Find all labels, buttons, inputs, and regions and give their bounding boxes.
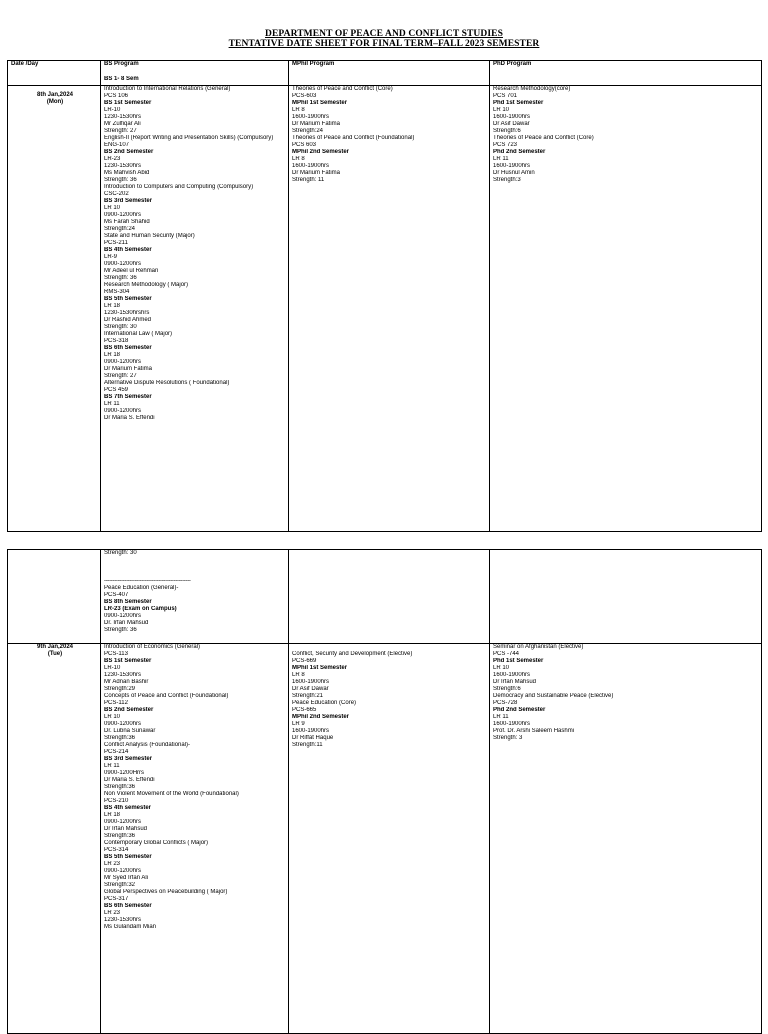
course-code: ENG-107 — [104, 142, 130, 148]
exam-entry — [493, 135, 760, 184]
exam-time: 0900-1200hrs — [104, 721, 142, 727]
mphil-cell-day1 — [289, 86, 490, 532]
room-number: LR 10 — [493, 107, 510, 113]
semester-label: BS 1st Semester — [104, 100, 152, 106]
semester-label: BS 6th Semester — [104, 903, 152, 909]
class-strength: Strength:21 — [292, 693, 324, 699]
teacher-name: Dr. Irfan Mahsud — [104, 620, 149, 626]
class-strength: Strength: 36 — [104, 627, 137, 633]
exam-entry — [104, 693, 287, 742]
exam-time: 1600-1900hrs — [292, 114, 330, 120]
exam-time: 0900-1200hrs — [104, 212, 142, 218]
exam-time: 1230-1530hrs — [104, 114, 142, 120]
exam-time: 1600-1900hrs — [493, 721, 531, 727]
course-name: Concepts of Peace and Conflict (Foundational) — [104, 693, 229, 699]
exam-entry — [104, 889, 287, 931]
exam-entry — [292, 651, 488, 700]
exam-time: 0900-1200hrs — [104, 613, 142, 619]
room-number: LR 8 — [292, 672, 305, 678]
course-code: PCS-665 — [292, 707, 317, 713]
teacher-name: Ms Gulandam Mian — [104, 924, 157, 930]
exam-entry — [104, 184, 287, 233]
exam-entry — [104, 742, 287, 791]
teacher-name: Mr Adeel ul Rehman — [104, 268, 159, 274]
bs-cell-continued — [101, 550, 289, 644]
course-name: Peace Education (General)- — [104, 585, 179, 591]
semester-label: Phd 1st Semester — [493, 658, 544, 664]
date-cell-day2 — [8, 644, 101, 1034]
semester-label: BS 5th Semester — [104, 296, 152, 302]
room-number: LR 18 — [104, 352, 121, 358]
col-header-phd: PhD Program — [490, 61, 762, 86]
course-code: PCS 106 — [104, 93, 129, 99]
exam-entry — [104, 233, 287, 282]
exam-time: 1600-1900hrs — [292, 728, 330, 734]
exam-entry — [292, 700, 488, 749]
datesheet-title: TENTATIVE DATE SHEET FOR FINAL TERM–FALL 2023 SEMESTER — [228, 39, 540, 49]
date-day1: 8th Jan,2024 — [36, 92, 74, 98]
exam-entry — [104, 380, 287, 422]
room-number: LR 9 — [292, 721, 305, 727]
course-name: Introduction of Economics (General) — [104, 644, 201, 650]
exam-time: 0900-1200hrs — [104, 261, 142, 267]
weekday-day2: (Tue) — [47, 651, 63, 657]
course-code: PCS-728 — [493, 700, 518, 706]
mphil-cell-day2 — [289, 644, 490, 1034]
room-number: LR 10 — [104, 205, 121, 211]
course-name: Introduction to Computers and Computing (Compulsory) — [104, 184, 254, 190]
weekday-day1: (Mon) — [46, 99, 64, 105]
course-name: Conflict, Security and Development (Elective) — [292, 651, 413, 657]
department-title: DEPARTMENT OF PEACE AND CONFLICT STUDIES — [265, 29, 503, 39]
room-number: LR 10 — [493, 665, 510, 671]
course-name: Research Methodology ( Major) — [104, 282, 189, 288]
teacher-name: Dr Husnul Amin — [493, 170, 535, 176]
exam-entry — [104, 282, 287, 331]
class-strength: Strength:6 — [493, 686, 521, 692]
teacher-name: Dr Marium Fatima — [292, 170, 341, 176]
semester-label: BS 3rd Semester — [104, 756, 153, 762]
col-header-date: Date /Day — [8, 61, 101, 86]
exam-entry — [493, 86, 760, 135]
class-strength: Strength: 36 — [104, 177, 137, 183]
course-code: PCS-112 — [104, 700, 128, 706]
course-code: PCS-317 — [104, 896, 129, 902]
exam-entry — [292, 86, 488, 135]
course-name: Theories of Peace and Conflict (Core) — [292, 86, 393, 92]
teacher-name: Dr Maria S. Effendi — [104, 415, 155, 421]
teacher-name: Mr Syed Irfan Ali — [104, 875, 149, 881]
semester-label: BS 8th Semester — [104, 599, 152, 605]
bs-heading: BS 1- 8 Sem — [104, 76, 139, 82]
bs-cell-day2 — [101, 644, 289, 1034]
course-code: PCS-318 — [104, 338, 129, 344]
exam-entry — [104, 331, 287, 380]
course-code: PCS-211 — [104, 240, 128, 246]
exam-entry — [493, 693, 760, 742]
semester-label: MPhil 2nd Semester — [292, 149, 350, 155]
exam-entry — [493, 644, 760, 693]
room-number: LR-9 — [104, 254, 118, 260]
phd-cell-day1 — [490, 86, 762, 532]
semester-label: Phd 2nd Semester — [493, 149, 546, 155]
class-strength: Strength:29 — [104, 686, 136, 692]
teacher-name: Dr Asif Dawar — [493, 121, 530, 127]
semester-label: MPhil 2nd Semester — [292, 714, 350, 720]
semester-label: BS 2nd Semester — [104, 707, 154, 713]
class-strength: Strength:36 — [104, 784, 136, 790]
teacher-name: Dr Rashid Ahmed — [104, 317, 152, 323]
class-strength: Strength:32 — [104, 882, 136, 888]
class-strength: Strength:11 — [292, 742, 323, 748]
room-number: LR-23 (Exam on Campus) — [104, 606, 177, 612]
exam-time: 1600-1900hrs — [292, 679, 330, 685]
teacher-name: Dr Irfan Mahsud — [104, 826, 148, 832]
semester-label: MPhil 1st Semester — [292, 100, 348, 106]
date-cell-day1 — [8, 86, 101, 532]
exam-entry — [104, 791, 287, 840]
room-number: LR-10 — [104, 107, 121, 113]
exam-time: 0900-1200Hrrs — [104, 770, 145, 776]
course-code: PCS-407 — [104, 592, 129, 598]
exam-time: 0900-1200hrs — [104, 359, 142, 365]
semester-label: BS 1st Semester — [104, 658, 152, 664]
course-code: PCS 701 — [493, 93, 518, 99]
exam-entry — [104, 840, 287, 889]
course-name: Theories of Peace and Conflict (Core) — [493, 135, 594, 141]
course-name: Seminar on Afghanistan (Elective) — [493, 644, 584, 650]
exam-entry — [104, 86, 287, 135]
room-number: LR-10 — [104, 665, 121, 671]
room-number: LR 8 — [292, 156, 305, 162]
exam-time: 1600-1900hrs — [493, 672, 531, 678]
exam-entry — [292, 135, 488, 184]
course-code: PCS 603 — [292, 142, 317, 148]
teacher-name: Dr Irfan Mahsud — [493, 679, 537, 685]
teacher-name: Dr Riffat Haque — [292, 735, 334, 741]
room-number: LR 18 — [104, 812, 121, 818]
course-name: Democracy and Sustainable Peace (Elective) — [493, 693, 614, 699]
class-strength: Strength: 3 — [493, 735, 523, 741]
semester-label: BS 4th semester — [104, 805, 152, 811]
exam-time: 1600-1900hrs — [493, 163, 531, 169]
class-strength: Strength: 36 — [104, 275, 137, 281]
room-number: LR 10 — [104, 714, 121, 720]
course-name: Contemporary Global Conflicts ( Major) — [104, 840, 209, 846]
semester-label: BS 6th Semester — [104, 345, 152, 351]
phd-cell-continued — [490, 550, 762, 644]
class-strength: Strength:36 — [104, 833, 136, 839]
semester-label: BS 2nd Semester — [104, 149, 154, 155]
mphil-cell-continued — [289, 550, 490, 644]
class-strength: Strength:24 — [292, 128, 324, 134]
exam-time: 0900-1200hrs — [104, 408, 142, 414]
teacher-name: Dr Asif Dawar — [292, 686, 329, 692]
room-number: LR-23 — [104, 156, 121, 162]
exam-time: 1600-1900hrs — [493, 114, 531, 120]
teacher-name: Prof. Dr. Arshi Saleem Hashmi — [493, 728, 575, 734]
course-code: PCS-214 — [104, 749, 129, 755]
course-name: Research Methodology(core) — [493, 86, 571, 92]
course-code: PCS-603 — [292, 93, 317, 99]
exam-time: 1230-1530hrs — [104, 917, 142, 923]
room-number: LR 11 — [493, 156, 509, 162]
exam-time: 1230-1530hrshrs — [104, 310, 150, 316]
exam-time: 1600-1900hrs — [292, 163, 330, 169]
course-code: CSC-202 — [104, 191, 129, 197]
teacher-name: Ms Mahvish Abid — [104, 170, 150, 176]
entry-separator: --------------------------------------------------- — [104, 578, 191, 584]
semester-label: BS 5th Semester — [104, 854, 152, 860]
exam-time: 1230-1530hrs — [104, 672, 142, 678]
course-code: RMS-304 — [104, 289, 130, 295]
exam-time: 1230-1530hrs — [104, 163, 142, 169]
class-strength: Strength:24 — [104, 226, 136, 232]
course-code: PCS -744 — [493, 651, 520, 657]
exam-time: 0900-1200hrs — [104, 868, 142, 874]
course-code: PCS 723 — [493, 142, 518, 148]
room-number: LR 18 — [104, 303, 121, 309]
exam-entry — [104, 135, 287, 184]
class-strength: Strength: 30 — [104, 324, 137, 330]
teacher-name: Dr. Lubna Sunawar — [104, 728, 156, 734]
col-header-bs: BS Program — [101, 61, 289, 86]
teacher-name: Ms Farah Shahid — [104, 219, 150, 225]
class-strength: Strength: 27 — [104, 128, 137, 134]
semester-label: BS 7th Semester — [104, 394, 152, 400]
teacher-name: Dr Marium Fatima — [104, 366, 153, 372]
semester-label: MPhil 1st Semester — [292, 665, 348, 671]
room-number: LR 8 — [292, 107, 305, 113]
course-name: English-II (Report Writing and Presentation Skills) (Compulsory) — [104, 135, 274, 141]
course-code: PCS 459 — [104, 387, 129, 393]
room-number: LR 11 — [493, 714, 509, 720]
teacher-name: Dr Maria S. Effendi — [104, 777, 155, 783]
bs-cell-day1 — [101, 76, 289, 532]
datesheet-table-page2 — [7, 549, 762, 1034]
course-name: State and Human Security (Major) — [104, 233, 195, 239]
course-name: International Law ( Major) — [104, 331, 173, 337]
class-strength: Strength:36 — [104, 735, 136, 741]
teacher-name: Dr Marium Fatima — [292, 121, 341, 127]
room-number: LR 11 — [104, 401, 120, 407]
semester-label: Phd 1st Semester — [493, 100, 544, 106]
class-strength: Strength:6 — [493, 128, 521, 134]
course-name: Introduction to International Relations (General) — [104, 86, 231, 92]
course-name: Global Perspectives on Peacebuilding ( Major) — [104, 889, 228, 895]
teacher-name: Mr Zulfiqar Ali — [104, 121, 141, 127]
date-day2: 9th Jan,2024 — [36, 644, 74, 650]
semester-label: Phd 2nd Semester — [493, 707, 546, 713]
course-name: Peace Education (Core) — [292, 700, 357, 706]
class-strength: Strength: 27 — [104, 373, 137, 379]
course-code: PCS-314 — [104, 847, 129, 853]
class-strength: Strength: 11 — [292, 177, 325, 183]
course-name: Alternative Dispute Resolutions ( Foundational) — [104, 380, 230, 386]
course-code: PCS-669 — [292, 658, 317, 664]
semester-label: BS 3rd Semester — [104, 198, 153, 204]
continued-strength: Strength: 30 — [104, 550, 137, 556]
teacher-name: Mr Adnan Bashir — [104, 679, 149, 685]
course-name: Theories of Peace and Conflict (Foundational) — [292, 135, 415, 141]
course-name: Conflict Analysis (Foundational)- — [104, 742, 191, 748]
course-code: PCS-210 — [104, 798, 129, 804]
exam-entry — [104, 644, 287, 693]
col-header-mphil: MPhil Program — [289, 61, 490, 86]
semester-label: BS 4th Semester — [104, 247, 152, 253]
room-number: LR 23 — [104, 861, 121, 867]
class-strength: Strength:3 — [493, 177, 521, 183]
room-number: LR 23 — [104, 910, 121, 916]
phd-cell-day2 — [490, 644, 762, 1034]
exam-time: 0900-1200hrs — [104, 819, 142, 825]
date-cell-continued — [8, 550, 101, 644]
course-code: PCS-113 — [104, 651, 128, 657]
datesheet-table-page1 — [7, 60, 762, 532]
room-number: LR 11 — [104, 763, 120, 769]
course-name: Non Violent Movement of the World (Foundational) — [104, 791, 239, 797]
